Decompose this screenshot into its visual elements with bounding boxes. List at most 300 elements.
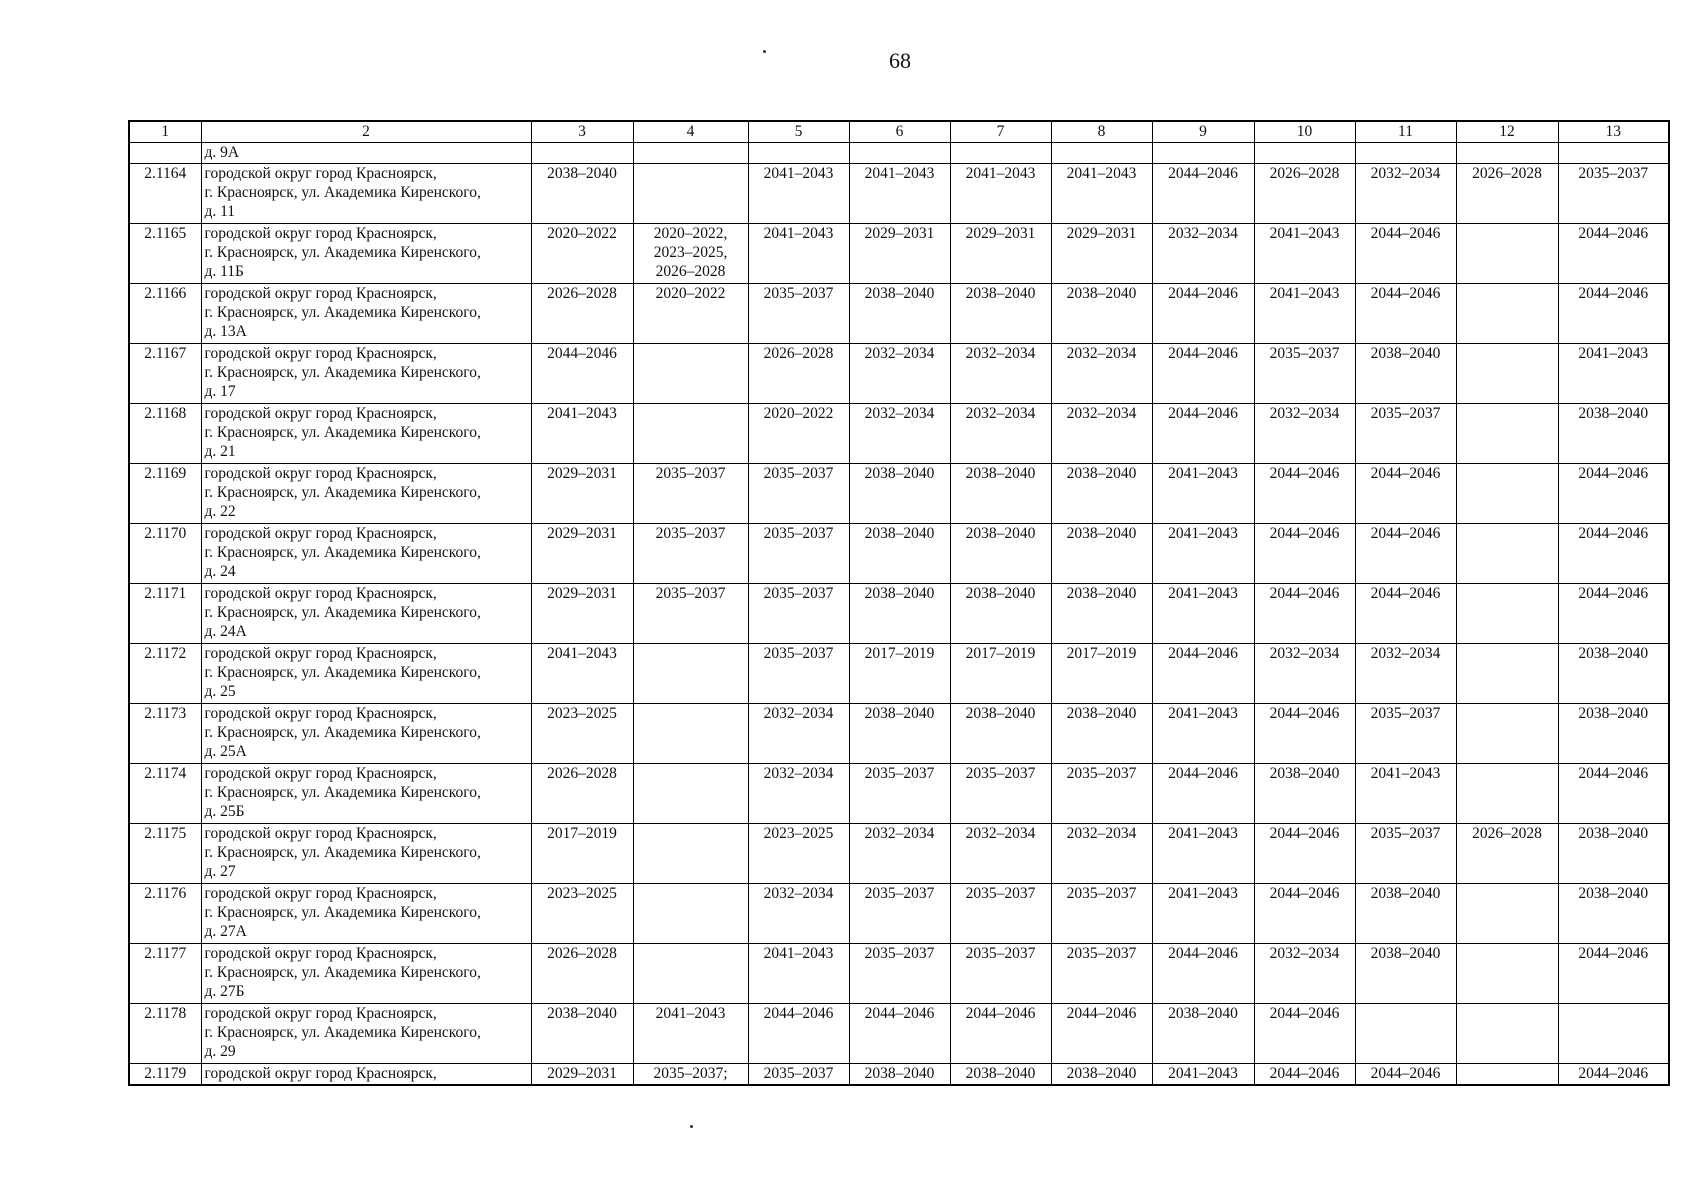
cell-line: 2026–2028	[1472, 165, 1542, 182]
cell-line: 2032–2034	[965, 345, 1036, 362]
cell-line: д. 24А	[204, 623, 247, 640]
cell-line: 2038–2040	[1370, 345, 1441, 362]
period-cell	[748, 524, 849, 584]
period-cell	[849, 944, 950, 1004]
period-cell	[531, 1064, 633, 1085]
cell-line: 2029–2031	[1066, 225, 1137, 242]
period-cell	[1558, 704, 1669, 764]
column-header: 9	[1152, 121, 1254, 143]
period-cell	[531, 464, 633, 524]
cell-line: 2038–2040	[864, 285, 935, 302]
period-cell	[748, 464, 849, 524]
period-cell	[748, 884, 849, 944]
period-cell	[531, 764, 633, 824]
period-cell	[849, 644, 950, 704]
cell-line: 2035–2037	[965, 765, 1036, 782]
cell-line: 2044–2046	[1269, 705, 1340, 722]
cell-line: 2044–2046	[1269, 585, 1340, 602]
cell-line: 2026–2028	[655, 263, 726, 280]
period-cell	[633, 404, 748, 464]
column-header: 3	[531, 121, 633, 143]
cell-line: 2041–2043	[1269, 225, 1340, 242]
cell-line: 2035–2037	[1370, 825, 1441, 842]
cell-line: 2038–2040	[1269, 765, 1340, 782]
column-header: 11	[1355, 121, 1456, 143]
cell-line: г. Красноярск, ул. Академика Киренского,	[204, 784, 481, 801]
period-cell	[633, 584, 748, 644]
cell-line: 2023–2025	[763, 825, 834, 842]
period-cell	[1254, 1004, 1355, 1064]
period-cell	[633, 143, 748, 164]
period-cell	[748, 824, 849, 884]
column-header: 2	[201, 121, 531, 143]
cell-line: 2041–2043	[1168, 525, 1238, 542]
cell-line: 2038–2040	[864, 705, 935, 722]
period-cell	[1558, 1004, 1669, 1064]
cell-line: 2044–2046	[763, 1005, 834, 1022]
row-number: 2.1168	[129, 404, 201, 464]
row-number: 2.1175	[129, 824, 201, 884]
header-row	[129, 121, 1669, 143]
period-cell	[1456, 344, 1558, 404]
table-row	[129, 1004, 1669, 1064]
period-cell	[1152, 464, 1254, 524]
cell-line: городской округ город Красноярск,	[204, 285, 437, 302]
period-cell	[950, 164, 1051, 224]
cell-line: 2041–2043	[965, 165, 1036, 182]
cell-line: 2044–2046	[1370, 585, 1441, 602]
period-cell	[1558, 1064, 1669, 1085]
cell-line: 2044–2046	[1578, 585, 1649, 602]
cell-line: 2035–2037	[763, 645, 834, 662]
column-header: 13	[1558, 121, 1669, 143]
period-cell	[531, 524, 633, 584]
cell-line: 2035–2037	[1066, 765, 1137, 782]
period-cell	[1558, 464, 1669, 524]
period-cell	[1355, 704, 1456, 764]
address-cell	[201, 1004, 531, 1064]
period-cell	[1051, 524, 1152, 584]
period-cell	[849, 584, 950, 644]
cell-line: 2041–2043	[763, 225, 834, 242]
cell-line: 2017–2019	[965, 645, 1036, 662]
table-row	[129, 764, 1669, 824]
period-cell	[1558, 284, 1669, 344]
cell-line: 2032–2034	[1269, 645, 1340, 662]
row-number: 2.1173	[129, 704, 201, 764]
cell-line: городской округ город Красноярск,	[204, 765, 437, 782]
period-cell	[849, 1004, 950, 1064]
cell-line: 2041–2043	[547, 645, 617, 662]
period-cell	[1051, 644, 1152, 704]
period-cell	[1051, 284, 1152, 344]
cell-line: 2032–2034	[763, 885, 834, 902]
period-cell	[1254, 1064, 1355, 1085]
cell-line: городской округ город Красноярск,	[204, 525, 437, 542]
cell-line: 2041–2043	[1578, 345, 1649, 362]
cell-line: городской округ город Красноярск,	[204, 645, 437, 662]
cell-line: г. Красноярск, ул. Академика Киренского,	[204, 964, 481, 981]
period-cell	[849, 224, 950, 284]
period-cell	[633, 224, 748, 284]
cell-line: 2035–2037	[1370, 405, 1441, 422]
cell-line: 2029–2031	[965, 225, 1036, 242]
cell-line: д. 11Б	[204, 263, 244, 280]
cell-line: г. Красноярск, ул. Академика Киренского,	[204, 544, 481, 561]
cell-line: 2041–2043	[864, 165, 935, 182]
period-cell	[1558, 884, 1669, 944]
cell-line: д. 25Б	[204, 803, 245, 820]
period-cell	[633, 524, 748, 584]
cell-line: городской округ город Красноярск,	[204, 345, 437, 362]
cell-line: 2020–2022	[547, 225, 617, 242]
address-cell	[201, 704, 531, 764]
period-cell	[1152, 1004, 1254, 1064]
cell-line: д. 25	[204, 683, 236, 700]
period-cell	[1254, 404, 1355, 464]
cell-line: 2023–2025	[547, 885, 617, 902]
cell-line: 2026–2028	[547, 285, 617, 302]
cell-line: 2044–2046	[1370, 465, 1441, 482]
cell-line: 2035–2037	[1066, 945, 1137, 962]
cell-line: 2029–2031	[547, 585, 617, 602]
cell-line: 2035–2037	[655, 585, 726, 602]
table-row	[129, 344, 1669, 404]
period-cell	[748, 944, 849, 1004]
period-cell	[1051, 884, 1152, 944]
cell-line: 2038–2040	[965, 285, 1036, 302]
cell-line: 2035–2037	[763, 1065, 834, 1082]
period-cell	[748, 1064, 849, 1085]
cell-line: 2044–2046	[864, 1005, 935, 1022]
period-cell	[950, 824, 1051, 884]
cell-line: 2035–2037	[864, 765, 935, 782]
cell-line: 2044–2046	[1578, 1065, 1649, 1082]
period-cell	[950, 584, 1051, 644]
cell-line: 2038–2040	[864, 585, 935, 602]
cell-line: 2032–2034	[864, 345, 935, 362]
cell-line: 2041–2043	[1168, 465, 1238, 482]
cell-line: 2029–2031	[547, 465, 617, 482]
cell-line: 2038–2040	[1578, 705, 1649, 722]
cell-line: 2041–2043	[1168, 885, 1238, 902]
cell-line: 2026–2028	[1269, 165, 1340, 182]
cell-line: 2044–2046	[1168, 945, 1238, 962]
cell-line: 2029–2031	[864, 225, 935, 242]
period-cell	[1254, 764, 1355, 824]
cell-line: 2029–2031	[547, 525, 617, 542]
cell-line: городской округ город Красноярск,	[204, 1065, 437, 1082]
period-cell	[849, 284, 950, 344]
period-cell	[1355, 1064, 1456, 1085]
column-header: 4	[633, 121, 748, 143]
period-cell	[531, 404, 633, 464]
period-cell	[950, 704, 1051, 764]
cell-line: г. Красноярск, ул. Академика Киренского,	[204, 304, 481, 321]
cell-line: 2026–2028	[1472, 825, 1542, 842]
cell-line: 2041–2043	[1168, 1065, 1238, 1082]
cell-line: д. 27А	[204, 923, 247, 940]
period-cell	[748, 704, 849, 764]
cell-line: 2035–2037	[655, 465, 726, 482]
period-cell	[1152, 284, 1254, 344]
column-header: 8	[1051, 121, 1152, 143]
cell-line: д. 24	[204, 563, 236, 580]
period-cell	[1355, 464, 1456, 524]
cell-line: г. Красноярск, ул. Академика Киренского,	[204, 484, 481, 501]
cell-line: 2035–2037	[655, 525, 726, 542]
period-cell	[1558, 944, 1669, 1004]
period-cell	[1456, 404, 1558, 464]
period-cell	[531, 224, 633, 284]
scan-speck	[763, 50, 766, 53]
row-number: 2.1167	[129, 344, 201, 404]
cell-line: 2038–2040	[965, 585, 1036, 602]
cell-line: 2044–2046	[1168, 165, 1238, 182]
cell-line: 2035–2037	[864, 885, 935, 902]
period-cell	[633, 164, 748, 224]
period-cell	[1254, 464, 1355, 524]
period-cell	[531, 344, 633, 404]
cell-line: 2032–2034	[1168, 225, 1238, 242]
period-cell	[531, 704, 633, 764]
table-row	[129, 464, 1669, 524]
column-header: 12	[1456, 121, 1558, 143]
table-row	[129, 704, 1669, 764]
column-header: 5	[748, 121, 849, 143]
period-cell	[531, 284, 633, 344]
period-cell	[1152, 344, 1254, 404]
period-cell	[950, 884, 1051, 944]
cell-line: 2044–2046	[1168, 645, 1238, 662]
period-cell	[531, 884, 633, 944]
cell-line: городской округ город Красноярск,	[204, 405, 437, 422]
row-number	[129, 143, 201, 164]
period-cell	[633, 824, 748, 884]
cell-line: 2035–2037	[1370, 705, 1441, 722]
cell-line: 2038–2040	[1066, 1065, 1137, 1082]
period-cell	[1456, 284, 1558, 344]
page-number: 68	[889, 48, 911, 73]
table-row	[129, 884, 1669, 944]
cell-line: 2044–2046	[1269, 825, 1340, 842]
cell-line: г. Красноярск, ул. Академика Киренского,	[204, 664, 481, 681]
cell-line: 2035–2037	[864, 945, 935, 962]
cell-line: 2044–2046	[1269, 1065, 1340, 1082]
address-cell	[201, 464, 531, 524]
cell-line: 2032–2034	[1066, 825, 1137, 842]
period-cell	[748, 164, 849, 224]
period-cell	[950, 143, 1051, 164]
cell-line: 2041–2043	[547, 405, 617, 422]
cell-line: городской округ город Красноярск,	[204, 885, 437, 902]
period-cell	[1355, 344, 1456, 404]
cell-line: 2044–2046	[1578, 465, 1649, 482]
address-cell	[201, 404, 531, 464]
cell-line: городской округ город Красноярск,	[204, 1005, 437, 1022]
table-row	[129, 584, 1669, 644]
cell-line: 2038–2040	[1370, 945, 1441, 962]
cell-line: 2038–2040	[965, 465, 1036, 482]
period-cell	[531, 824, 633, 884]
address-cell	[201, 944, 531, 1004]
period-cell	[1152, 524, 1254, 584]
period-cell	[1051, 944, 1152, 1004]
period-cell	[748, 584, 849, 644]
period-cell	[1254, 584, 1355, 644]
period-cell	[1558, 224, 1669, 284]
period-cell	[950, 224, 1051, 284]
period-cell	[1456, 524, 1558, 584]
cell-line: 2035–2037	[763, 285, 834, 302]
cell-line: 2044–2046	[1269, 465, 1340, 482]
period-cell	[950, 284, 1051, 344]
cell-line: 2038–2040	[1066, 705, 1137, 722]
period-cell	[849, 143, 950, 164]
address-cell	[201, 764, 531, 824]
cell-line: 2044–2046	[1578, 945, 1649, 962]
cell-line: 2044–2046	[1269, 885, 1340, 902]
cell-line: г. Красноярск, ул. Академика Киренского,	[204, 424, 481, 441]
period-cell	[1051, 404, 1152, 464]
cell-line: 2038–2040	[1578, 645, 1649, 662]
period-cell	[1558, 143, 1669, 164]
cell-line: 2038–2040	[1578, 405, 1649, 422]
address-cell	[201, 524, 531, 584]
period-cell	[1152, 824, 1254, 884]
period-cell	[1355, 584, 1456, 644]
period-cell	[1355, 524, 1456, 584]
period-cell	[531, 143, 633, 164]
period-cell	[633, 1004, 748, 1064]
cell-line: д. 29	[204, 1043, 236, 1060]
cell-line: 2032–2034	[1370, 645, 1441, 662]
period-cell	[1254, 284, 1355, 344]
period-cell	[1051, 584, 1152, 644]
column-header: 1	[129, 121, 201, 143]
cell-line: 2035–2037	[1066, 885, 1137, 902]
cell-line: 2038–2040	[1066, 285, 1137, 302]
period-cell	[748, 764, 849, 824]
period-cell	[633, 644, 748, 704]
period-cell	[950, 464, 1051, 524]
period-cell	[1558, 344, 1669, 404]
period-cell	[849, 524, 950, 584]
cell-line: 2032–2034	[1066, 405, 1137, 422]
period-cell	[849, 1064, 950, 1085]
cell-line: городской округ город Красноярск,	[204, 825, 437, 842]
cell-line: 2041–2043	[1168, 705, 1238, 722]
address-cell	[201, 224, 531, 284]
period-cell	[1152, 764, 1254, 824]
cell-line: г. Красноярск, ул. Академика Киренского,	[204, 1024, 481, 1041]
period-cell	[849, 164, 950, 224]
cell-line: городской округ город Красноярск,	[204, 165, 437, 182]
cell-line: д. 17	[204, 383, 236, 400]
cell-line: 2044–2046	[1168, 765, 1238, 782]
period-cell	[1152, 164, 1254, 224]
period-cell	[849, 704, 950, 764]
cell-line: 2023–2025,	[653, 244, 728, 261]
cell-line: 2032–2034	[965, 405, 1036, 422]
cell-line: 2038–2040	[1066, 465, 1137, 482]
period-cell	[1456, 1004, 1558, 1064]
period-cell	[1456, 164, 1558, 224]
period-cell	[950, 1064, 1051, 1085]
row-number: 2.1166	[129, 284, 201, 344]
row-number: 2.1169	[129, 464, 201, 524]
cell-line: 2041–2043	[1269, 285, 1340, 302]
period-cell	[950, 524, 1051, 584]
period-cell	[950, 764, 1051, 824]
address-cell	[201, 284, 531, 344]
period-cell	[531, 584, 633, 644]
table-row	[129, 404, 1669, 464]
period-cell	[1051, 1004, 1152, 1064]
schedule-table	[128, 120, 1670, 1086]
cell-line: 2044–2046	[1578, 525, 1649, 542]
cell-line: 2038–2040	[1066, 585, 1137, 602]
period-cell	[1355, 164, 1456, 224]
cell-line: 2035–2037	[1578, 165, 1649, 182]
cell-line: 2044–2046	[1168, 345, 1238, 362]
period-cell	[633, 344, 748, 404]
period-cell	[1254, 344, 1355, 404]
cell-line: 2044–2046	[1370, 225, 1441, 242]
cell-line: 2026–2028	[763, 345, 834, 362]
cell-line: 2035–2037	[965, 945, 1036, 962]
table-row	[129, 284, 1669, 344]
period-cell	[849, 884, 950, 944]
table-row	[129, 224, 1669, 284]
period-cell	[1456, 884, 1558, 944]
period-cell	[531, 944, 633, 1004]
period-cell	[1254, 164, 1355, 224]
cell-line: 2044–2046	[965, 1005, 1036, 1022]
cell-line: 2038–2040	[965, 705, 1036, 722]
cell-line: 2032–2034	[1269, 945, 1340, 962]
period-cell	[1355, 944, 1456, 1004]
table-body	[129, 143, 1669, 1085]
cell-line: г. Красноярск, ул. Академика Киренского,	[204, 244, 481, 261]
period-cell	[1355, 884, 1456, 944]
period-cell	[849, 824, 950, 884]
period-cell	[633, 284, 748, 344]
table-row	[129, 1064, 1669, 1085]
period-cell	[950, 1004, 1051, 1064]
period-cell	[1558, 824, 1669, 884]
period-cell	[1152, 143, 1254, 164]
period-cell	[1456, 584, 1558, 644]
cell-line: д. 22	[204, 503, 236, 520]
period-cell	[1152, 1064, 1254, 1085]
cell-line: 2020–2022,	[653, 225, 728, 242]
period-cell	[1355, 404, 1456, 464]
cell-line: 2038–2040	[965, 525, 1036, 542]
scan-speck	[690, 1125, 693, 1128]
period-cell	[748, 284, 849, 344]
period-cell	[1152, 404, 1254, 464]
period-cell	[1254, 704, 1355, 764]
period-cell	[1051, 824, 1152, 884]
address-cell	[201, 1064, 531, 1085]
period-cell	[1456, 764, 1558, 824]
period-cell	[1051, 224, 1152, 284]
column-header: 7	[950, 121, 1051, 143]
address-cell	[201, 824, 531, 884]
row-number: 2.1172	[129, 644, 201, 704]
period-cell	[1355, 1004, 1456, 1064]
